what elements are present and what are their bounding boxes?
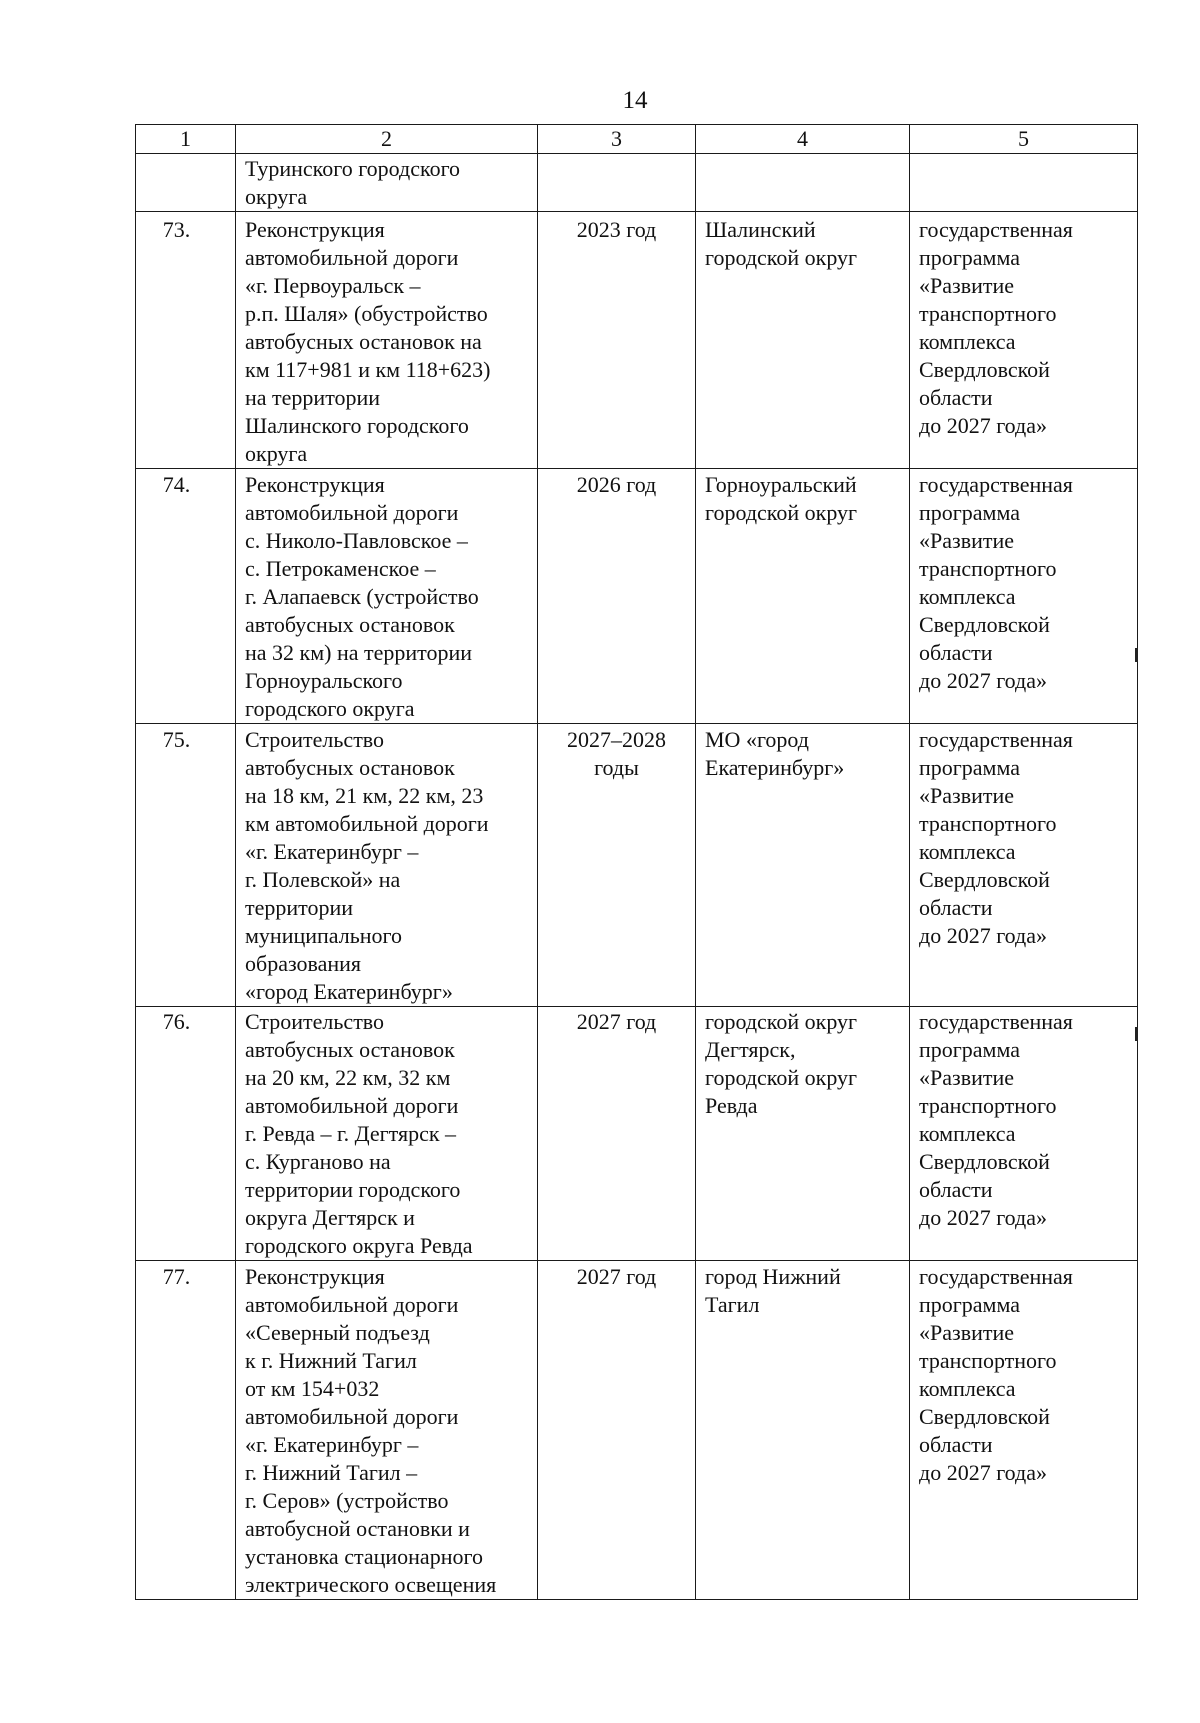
municipality-text: городской округ Дегтярск, городской округ Ревда [705, 1009, 858, 1118]
cell-program [910, 469, 1138, 724]
table-row [136, 1007, 1138, 1261]
municipality-text: МО «город Екатеринбург» [705, 727, 845, 780]
municipality-text: Горноуральский городской округ [705, 472, 858, 525]
table-row [136, 1261, 1138, 1600]
cell-description [236, 1007, 538, 1261]
table-row [136, 469, 1138, 724]
municipality-text: город Нижний Тагил [705, 1264, 841, 1317]
cell-description [236, 469, 538, 724]
cell-year [538, 724, 696, 1007]
cell-municipality [696, 212, 910, 469]
cell-year [538, 469, 696, 724]
cell-year [538, 1007, 696, 1261]
description-text: Строительство автобусных остановок на 18 км, 21 км, 22 км, 23 км автомобильной дороги «г. Екатеринбург – г. Полевской» на территории муниципального образования «город Екатеринбург» [245, 727, 489, 1004]
scan-mark [1135, 648, 1138, 662]
year-text: 2027–2028 годы [567, 727, 666, 780]
table-row [136, 212, 1138, 469]
year-text: 2026 год [576, 472, 657, 497]
program-text: государственная программа «Развитие транспортного комплекса Свердловской области до 2027 года» [919, 472, 1073, 693]
column-header-1: 1 [136, 125, 236, 154]
cell-year [538, 154, 696, 212]
cell-municipality [696, 1261, 910, 1600]
cell-year [538, 1261, 696, 1600]
cell-program [910, 154, 1138, 212]
year-text: 2027 год [576, 1264, 657, 1289]
cell-num: 77. [136, 1261, 236, 1600]
description-text: Реконструкция автомобильной дороги «г. Первоуральск – р.п. Шаля» (обустройство автобусных остановок на км 117+981 и км 118+623) на территории Шалинского городского округа [245, 217, 491, 466]
cell-description [236, 212, 538, 469]
table-row-continuation [136, 154, 1138, 212]
description-text: Реконструкция автомобильной дороги «Северный подъезд к г. Нижний Тагил от км 154+032 автомобильной дороги «г. Екатеринбург – г. Нижний Тагил – г. Серов» (устройство автобусной остановки и установка стационарного электрического освещения [245, 1264, 497, 1597]
cell-num: 74. [136, 469, 236, 724]
column-number-row [136, 125, 1138, 154]
cell-num: 73. [136, 212, 236, 469]
program-table [135, 124, 1138, 1600]
table-row [136, 724, 1138, 1007]
cell-num [136, 154, 236, 212]
page-number: 14 [622, 87, 648, 114]
column-header-5: 5 [910, 125, 1138, 154]
year-text: 2023 год [576, 217, 657, 242]
cell-program [910, 212, 1138, 469]
cell-municipality [696, 724, 910, 1007]
column-header-2: 2 [236, 125, 538, 154]
municipality-text: Шалинский городской округ [705, 217, 858, 270]
cell-num: 76. [136, 1007, 236, 1261]
cell-description [236, 1261, 538, 1600]
program-text: государственная программа «Развитие транспортного комплекса Свердловской области до 2027 года» [919, 1264, 1073, 1485]
program-text: государственная программа «Развитие транспортного комплекса Свердловской области до 2027 года» [919, 217, 1073, 438]
program-text: государственная программа «Развитие транспортного комплекса Свердловской области до 2027 года» [919, 1009, 1073, 1230]
cell-description [236, 724, 538, 1007]
program-text: государственная программа «Развитие транспортного комплекса Свердловской области до 2027 года» [919, 727, 1073, 948]
column-header-4: 4 [696, 125, 910, 154]
cell-program [910, 1261, 1138, 1600]
cell-program [910, 1007, 1138, 1261]
column-header-3: 3 [538, 125, 696, 154]
cell-program [910, 724, 1138, 1007]
scan-mark [1135, 1027, 1138, 1041]
cell-description [236, 154, 538, 212]
cell-municipality [696, 154, 910, 212]
description-text: Реконструкция автомобильной дороги с. Николо-Павловское – с. Петрокаменское – г. Алапаевск (устройство автобусных остановок на 32 км) на территории Горноуральского городского округа [245, 472, 479, 721]
cell-num: 75. [136, 724, 236, 1007]
cell-municipality [696, 1007, 910, 1261]
cell-municipality [696, 469, 910, 724]
description-text: Строительство автобусных остановок на 20 км, 22 км, 32 км автомобильной дороги г. Ревда – г. Дегтярск – с. Курганово на территории городского округа Дегтярск и городского округа Ревда [245, 1009, 473, 1258]
year-text: 2027 год [576, 1009, 657, 1034]
description-text: Туринского городского округа [245, 156, 461, 209]
cell-year [538, 212, 696, 469]
